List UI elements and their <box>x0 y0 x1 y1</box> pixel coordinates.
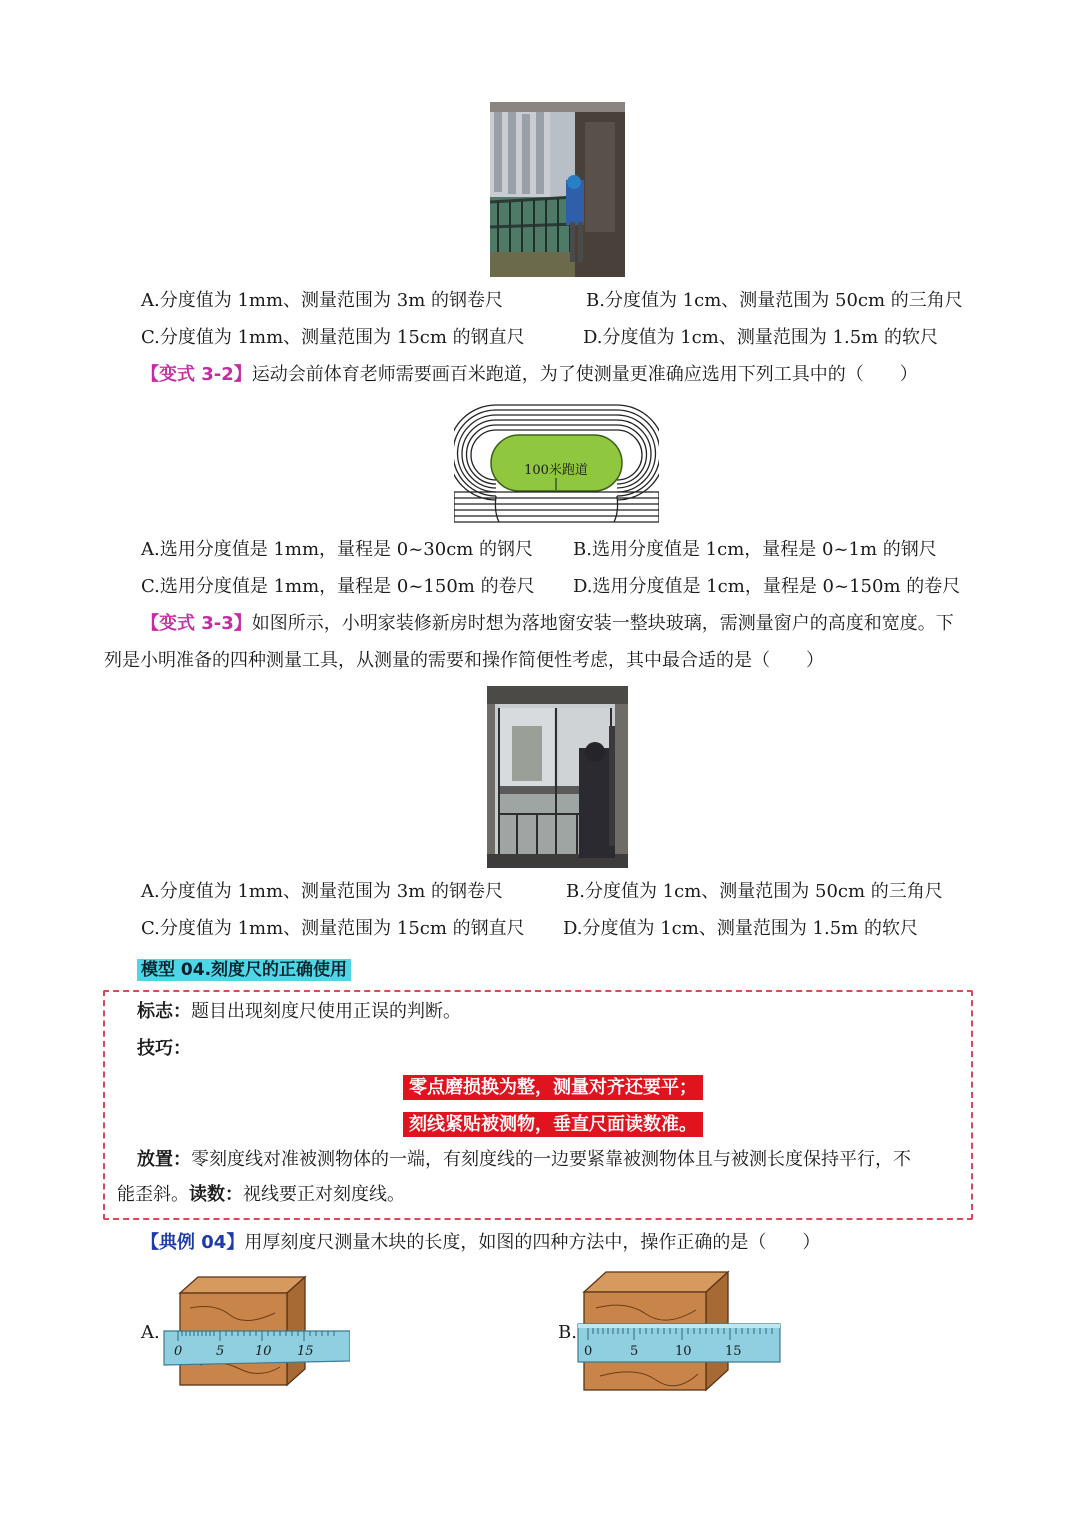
q1-option-c: C.分度值为 1mm、测量范围为 15cm 的钢直尺 <box>141 327 525 348</box>
figure-a-tick-0: 0 <box>174 1344 183 1359</box>
variant-3-3-question-line1 <box>141 613 954 635</box>
variant-3-3-option-b: B.分度值为 1cm、测量范围为 50cm 的三角尺 <box>566 881 943 902</box>
place-text-1: 零刻度线对准被测物体的一端，有刻度线的一边要紧靠被测物体且与被测长度保持平行，不 <box>191 1149 911 1170</box>
model-04-title <box>137 955 351 980</box>
variant-3-2-stem: 运动会前体育老师需要画百米跑道，为了使测量更准确应选用下列工具中的（ ） <box>251 364 918 385</box>
variant-3-2-tag: 【变式 3-2】 <box>141 364 252 385</box>
balcony-photo <box>490 102 625 277</box>
figure-a-tick-15: 15 <box>297 1344 314 1359</box>
tip-label: 技巧： <box>137 1038 191 1059</box>
running-track-diagram <box>454 400 659 528</box>
sign-row <box>137 1001 461 1023</box>
figure-b-tick-5: 5 <box>630 1344 639 1359</box>
mnemonic-banner-1-text: 零点磨损换为整，测量对齐还要平； <box>403 1075 703 1100</box>
figure-b-ruler-block <box>576 1270 782 1392</box>
variant-3-3-tag: 【变式 3-3】 <box>141 613 252 634</box>
window-measuring-photo <box>487 686 628 868</box>
mnemonic-banner-1 <box>403 1073 703 1099</box>
q1-option-d: D.分度值为 1cm、测量范围为 1.5m 的软尺 <box>583 327 938 348</box>
variant-3-2-option-a: A.选用分度值是 1mm，量程是 0~30cm 的钢尺 <box>141 539 534 560</box>
variant-3-3-question-line2: 列是小明准备的四种测量工具，从测量的需要和操作简便性考虑，其中最合适的是（ ） <box>104 650 824 671</box>
variant-3-3-option-c: C.分度值为 1mm、测量范围为 15cm 的钢直尺 <box>141 918 525 939</box>
figure-b-tick-0: 0 <box>584 1344 593 1359</box>
place-label: 放置： <box>137 1149 191 1170</box>
figure-a-tick-5: 5 <box>216 1344 225 1359</box>
read-text: 视线要正对刻度线。 <box>243 1184 405 1205</box>
place-text-2: 能歪斜。 <box>117 1184 189 1205</box>
figure-b-tick-15: 15 <box>725 1344 742 1359</box>
variant-3-2-option-c: C.选用分度值是 1mm，量程是 0~150m 的卷尺 <box>141 576 535 597</box>
figure-a-tick-10: 10 <box>255 1344 272 1359</box>
q1-option-b: B.分度值为 1cm、测量范围为 50cm 的三角尺 <box>586 290 963 311</box>
track-label: 100米跑道 <box>524 463 588 478</box>
figure-a-label: A. <box>141 1322 160 1343</box>
variant-3-3-stem-1: 如图所示，小明家装修新房时想为落地窗安装一整块玻璃，需测量窗户的高度和宽度。下 <box>251 613 954 634</box>
example-04-tag: 【典例 04】 <box>141 1232 245 1253</box>
figure-b-label: B. <box>558 1322 577 1343</box>
variant-3-3-option-d: D.分度值为 1cm、测量范围为 1.5m 的软尺 <box>563 918 918 939</box>
figure-a-ruler-block <box>160 1273 350 1388</box>
example-04-stem: 用厚刻度尺测量木块的长度，如图的四种方法中，操作正确的是（ ） <box>244 1232 821 1253</box>
q1-option-a: A.分度值为 1mm、测量范围为 3m 的钢卷尺 <box>141 290 503 311</box>
variant-3-2-option-d: D.选用分度值是 1cm，量程是 0~150m 的卷尺 <box>573 576 961 597</box>
sign-text: 题目出现刻度尺使用正误的判断。 <box>191 1001 461 1022</box>
read-row <box>117 1184 405 1206</box>
variant-3-2-option-b: B.选用分度值是 1cm，量程是 0~1m 的钢尺 <box>573 539 937 560</box>
variant-3-2-question <box>141 364 918 386</box>
model-04-title-text: 模型 04.刻度尺的正确使用 <box>137 959 351 981</box>
read-label: 读数： <box>189 1184 243 1205</box>
example-04-question <box>141 1232 820 1254</box>
mnemonic-banner-2 <box>403 1110 703 1136</box>
figure-b-tick-10: 10 <box>675 1344 692 1359</box>
sign-label: 标志： <box>137 1001 191 1022</box>
mnemonic-banner-2-text: 刻线紧贴被测物，垂直尺面读数准。 <box>403 1112 703 1137</box>
variant-3-3-option-a: A.分度值为 1mm、测量范围为 3m 的钢卷尺 <box>141 881 503 902</box>
place-row <box>137 1149 911 1171</box>
